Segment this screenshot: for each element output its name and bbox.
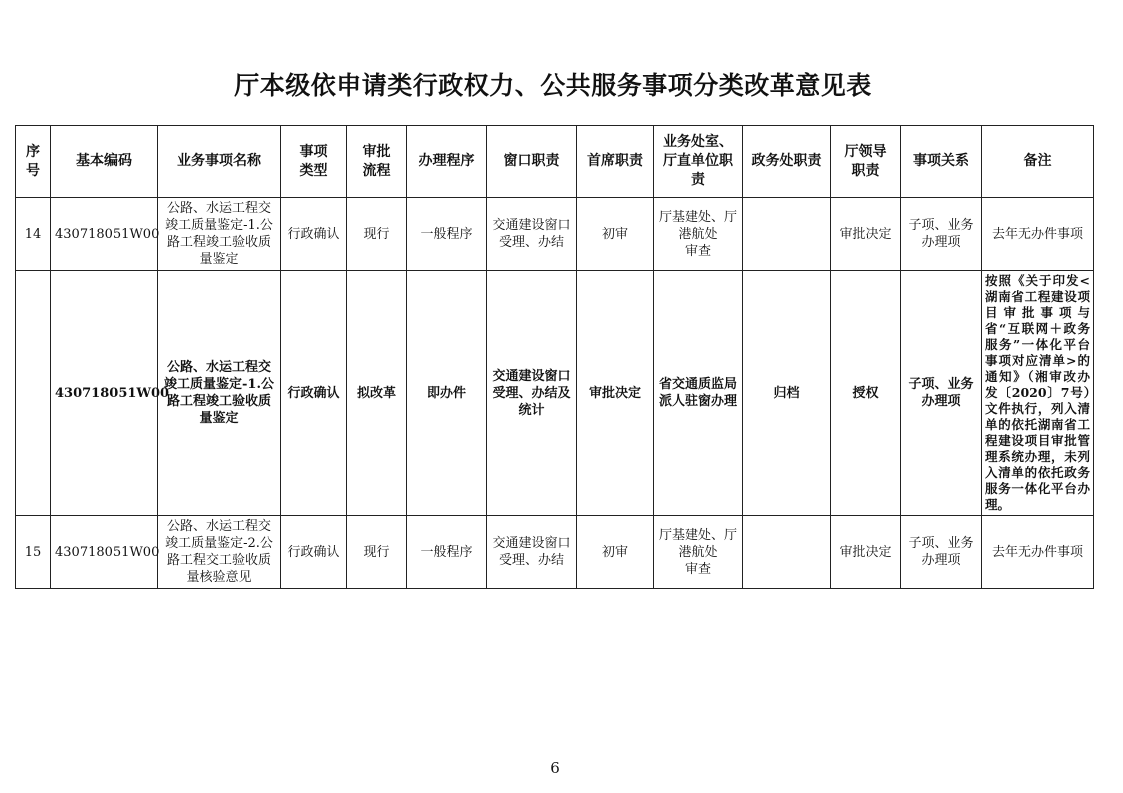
table-header-row <box>16 126 1094 198</box>
cell-item-name: 公路、水运工程交竣工质量鉴定-1.公路工程竣工验收质量鉴定 <box>158 271 281 516</box>
cell-procedure: 一般程序 <box>407 516 487 589</box>
cell-leader-duty: 审批决定 <box>831 516 901 589</box>
header-leader-duty: 厅领导职责 <box>831 126 901 198</box>
cell-window-duty: 交通建设窗口受理、办结及统计 <box>487 271 577 516</box>
cell-gov-office-duty <box>743 516 831 589</box>
cell-relation: 子项、业务办理项 <box>901 516 982 589</box>
cell-remark: 按照《关于印发<湖南省工程建设项目审批事项与省“互联网＋政务服务”一体化平台事项对应清单>的通知》（湘审改办发〔2020〕7号）文件执行，列入清单的依托湖南省工程建设项目审批管理系统办理，未列入清单的依托政务服务一体化平台办理。 <box>982 271 1094 516</box>
table-row <box>16 198 1094 271</box>
header-item-type: 事项类型 <box>281 126 347 198</box>
cell-window-duty: 交通建设窗口受理、办结 <box>487 516 577 589</box>
cell-chief-duty: 初审 <box>577 198 654 271</box>
cell-seq <box>16 271 51 516</box>
cell-relation: 子项、业务办理项 <box>901 198 982 271</box>
cell-item-type: 行政确认 <box>281 516 347 589</box>
header-window-duty: 窗口职责 <box>487 126 577 198</box>
cell-gov-office-duty: 归档 <box>743 271 831 516</box>
table-row <box>16 271 1094 516</box>
cell-leader-duty: 授权 <box>831 271 901 516</box>
cell-approval-flow: 现行 <box>347 516 407 589</box>
cell-gov-office-duty <box>743 198 831 271</box>
cell-item-type: 行政确认 <box>281 271 347 516</box>
header-seq: 序号 <box>16 126 51 198</box>
cell-dept-duty: 厅基建处、厅港航处 审查 <box>654 198 743 271</box>
table-row <box>16 516 1094 589</box>
header-item-name: 业务事项名称 <box>158 126 281 198</box>
cell-seq: 15 <box>16 516 51 589</box>
cell-seq: 14 <box>16 198 51 271</box>
header-remark: 备注 <box>982 126 1094 198</box>
cell-procedure: 即办件 <box>407 271 487 516</box>
cell-procedure: 一般程序 <box>407 198 487 271</box>
cell-remark: 去年无办件事项 <box>982 198 1094 271</box>
cell-code: 430718051W00 <box>51 271 158 516</box>
cell-approval-flow: 拟改革 <box>347 271 407 516</box>
cell-item-name: 公路、水运工程交竣工质量鉴定-2.公路工程交工验收质量核验意见 <box>158 516 281 589</box>
cell-window-duty: 交通建设窗口受理、办结 <box>487 198 577 271</box>
cell-item-name: 公路、水运工程交竣工质量鉴定-1.公路工程竣工验收质量鉴定 <box>158 198 281 271</box>
document-title: 厅本级依申请类行政权力、公共服务事项分类改革意见表 <box>234 71 872 100</box>
cell-relation: 子项、业务办理项 <box>901 271 982 516</box>
header-chief-duty: 首席职责 <box>577 126 654 198</box>
header-dept-duty: 业务处室、厅直单位职责 <box>654 126 743 198</box>
cell-remark: 去年无办件事项 <box>982 516 1094 589</box>
page-number: 6 <box>550 759 560 777</box>
reform-opinion-table <box>15 125 1094 589</box>
cell-chief-duty: 审批决定 <box>577 271 654 516</box>
cell-dept-duty: 省交通质监局派人驻窗办理 <box>654 271 743 516</box>
header-gov-office-duty: 政务处职责 <box>743 126 831 198</box>
cell-code: 430718051W00 <box>51 516 158 589</box>
cell-chief-duty: 初审 <box>577 516 654 589</box>
header-procedure: 办理程序 <box>407 126 487 198</box>
header-code: 基本编码 <box>51 126 158 198</box>
cell-leader-duty: 审批决定 <box>831 198 901 271</box>
cell-dept-duty: 厅基建处、厅港航处 审查 <box>654 516 743 589</box>
cell-code: 430718051W00 <box>51 198 158 271</box>
cell-approval-flow: 现行 <box>347 198 407 271</box>
header-approval-flow: 审批流程 <box>347 126 407 198</box>
cell-item-type: 行政确认 <box>281 198 347 271</box>
header-relation: 事项关系 <box>901 126 982 198</box>
